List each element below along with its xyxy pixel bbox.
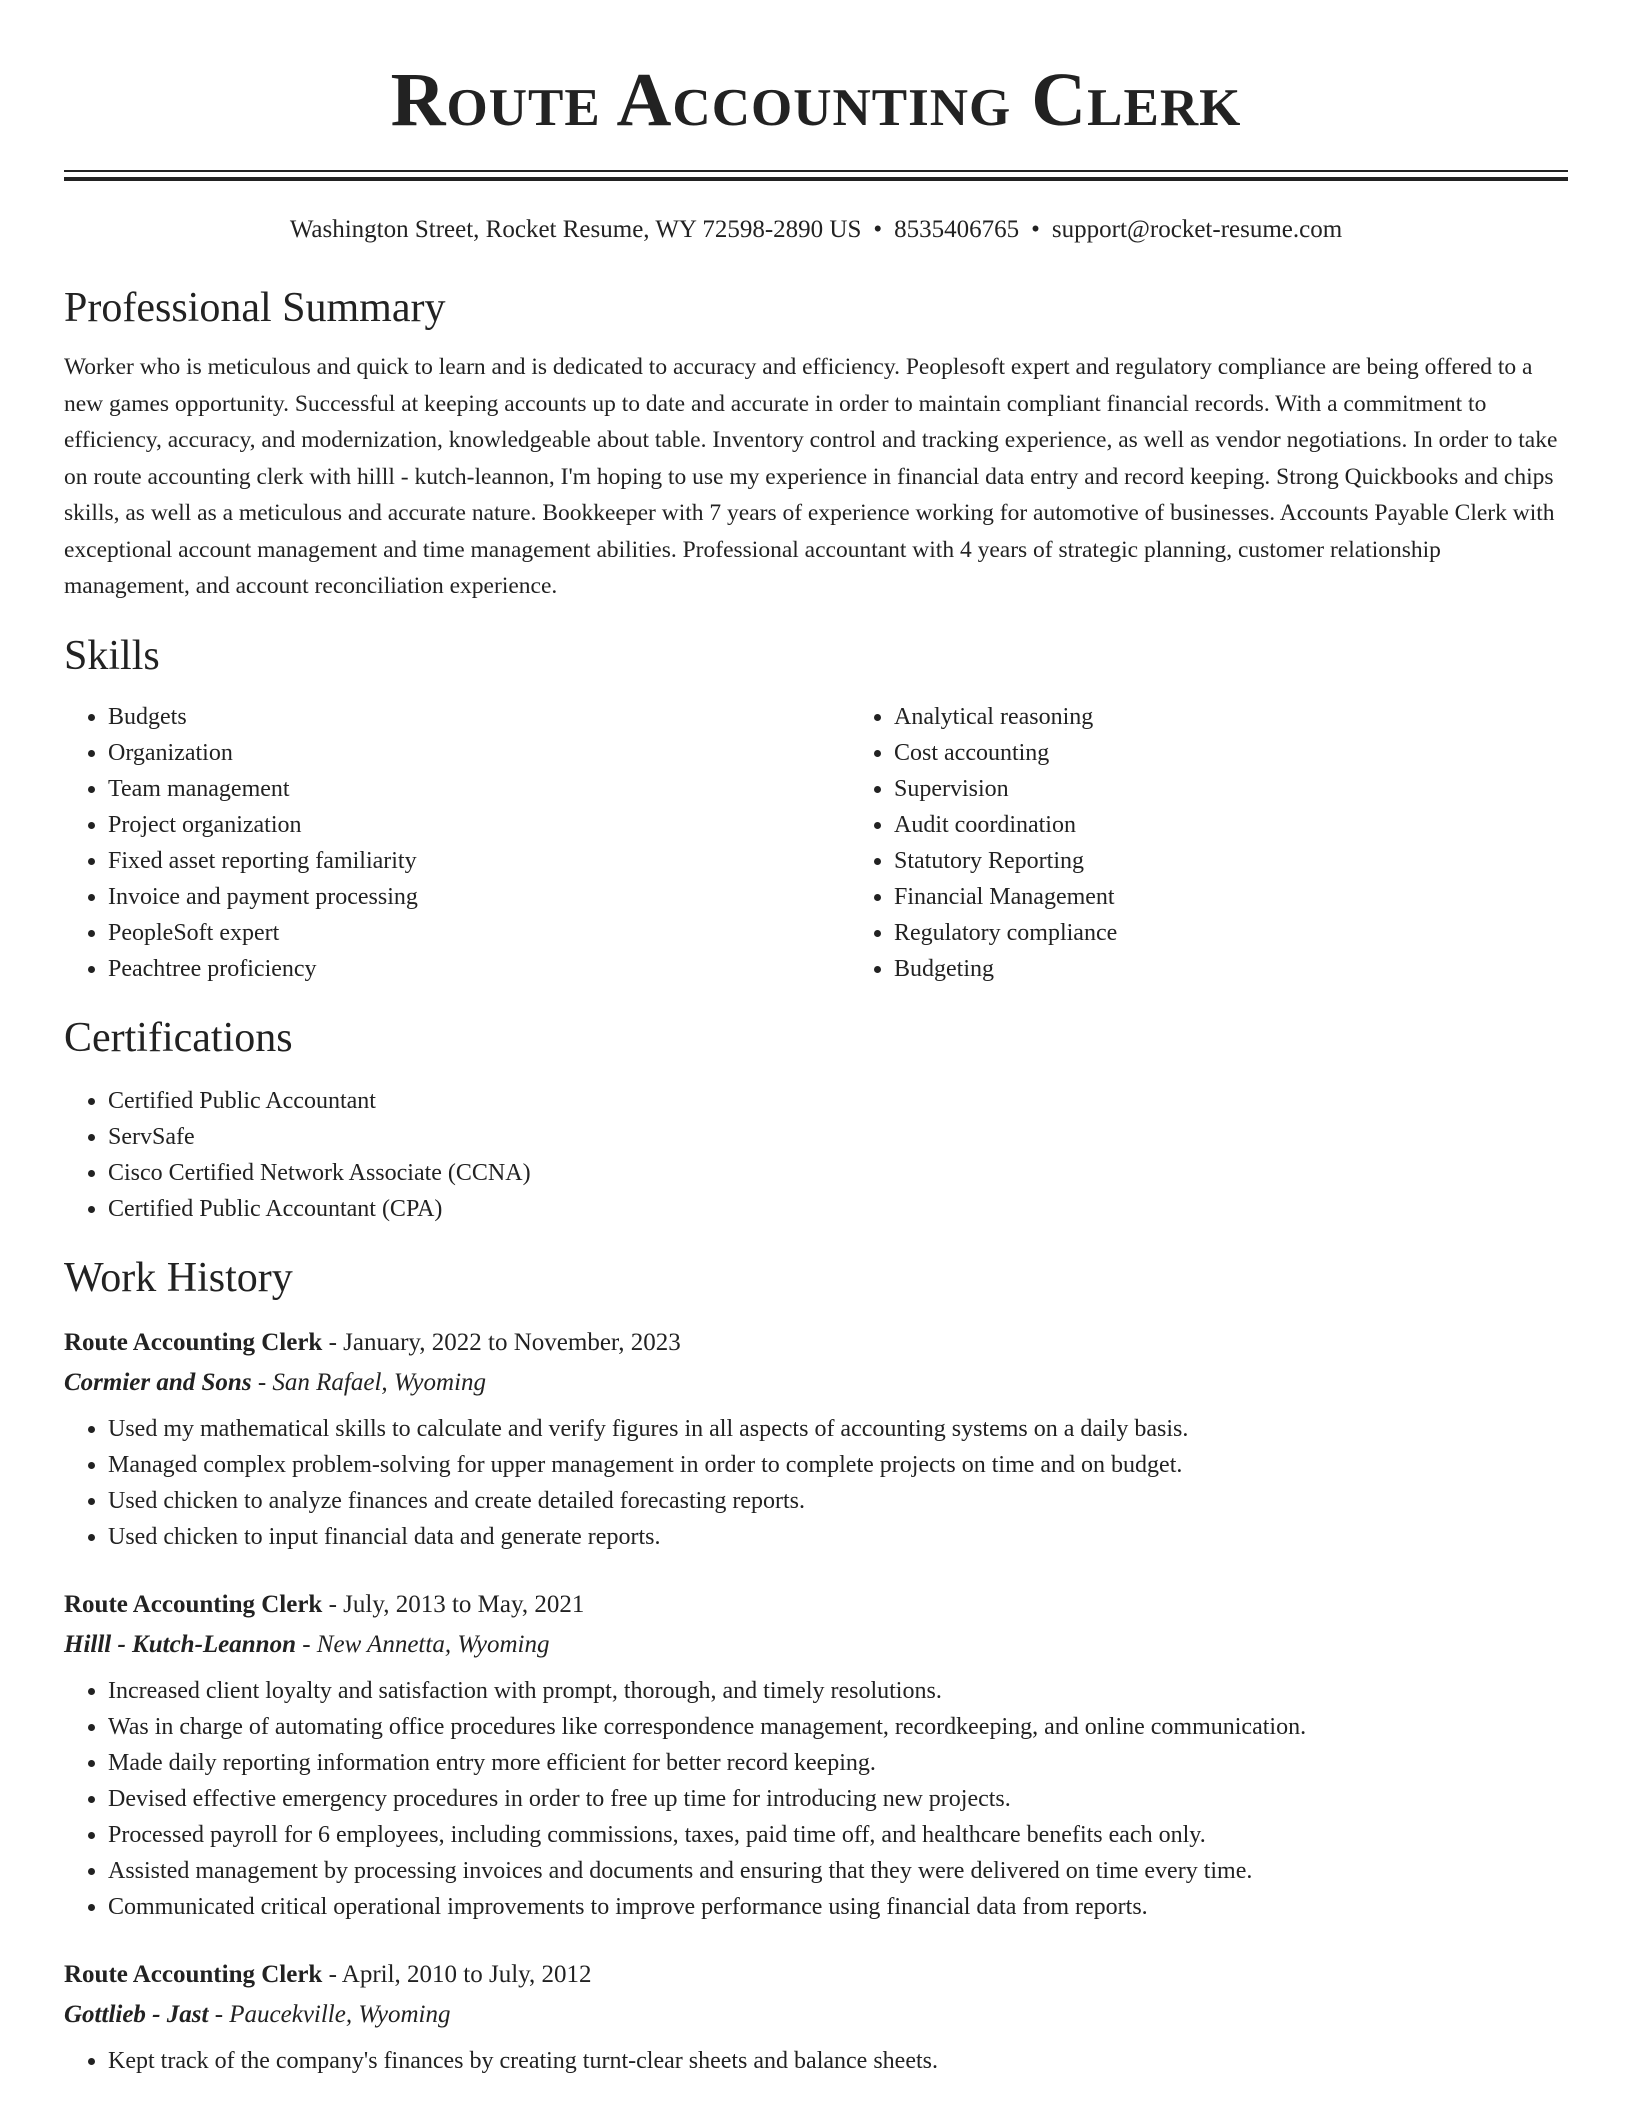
skill-item: • Project organization <box>108 807 850 843</box>
summary-text: Worker who is meticulous and quick to learn and is dedicated to accuracy and efficiency. Peoplesoft expert and regulatory compliance are being offered to a new games opportunity. Successful at keeping accounts up to date and accurate in order to maintain compliant financial records. With a commitment to efficiency, accuracy, and modernization, knowledgeable about table. Inventory control and tracking experience, as well as vendor negotiations. In order to take on route accounting clerk with hilll - kutch-leannon, I'm hoping to use my experience in financial data entry and record keeping. Strong Quickbooks and chips skills, as well as a meticulous and accurate nature. Bookkeeper with 7 years of experience working for automotive of businesses. Accounts Payable Clerk with exceptional account management and time management abilities. Professional accountant with 4 years of strategic planning, customer relationship management, and account reconciliation experience. <box>64 354 1558 600</box>
skill-item: • Regulatory compliance <box>894 915 1117 951</box>
job-bullet: • Processed payroll for 6 employees, including commissions, taxes, paid time off, and healthcare benefits each only. <box>108 1817 1568 1853</box>
job-title-line <box>64 1955 1568 1995</box>
skill-item: • Budgets <box>108 699 850 735</box>
section-heading-work-history: Work History <box>64 1255 293 1302</box>
skill-item: • Organization <box>108 735 850 771</box>
job-company: Gottlieb - Jast <box>64 2001 209 2029</box>
job-title: Route Accounting Clerk <box>64 1591 323 1619</box>
job-company: Hilll - Kutch-Leannon <box>64 1631 296 1659</box>
contact-phone: 8535406765 <box>894 216 1020 243</box>
skill-item: • Fixed asset reporting familiarity <box>108 843 850 879</box>
skills-list-left <box>64 699 850 987</box>
job-entry <box>64 1323 1568 1555</box>
section-heading-skills: Skills <box>64 632 160 679</box>
skill-item: • Supervision <box>894 771 1117 807</box>
job-bullets <box>64 1673 1568 1925</box>
job-bullet: • Communicated critical operational improvements to improve performance using financial data from reports. <box>108 1889 1568 1925</box>
contact-separator: • <box>873 216 883 243</box>
job-dates: - April, 2010 to July, 2012 <box>322 1961 592 1989</box>
certification-item: • Certified Public Accountant (CPA) <box>108 1191 1568 1227</box>
job-bullet: • Was in charge of automating office procedures like correspondence management, recordkeeping, and online communication. <box>108 1709 1568 1745</box>
certification-item: • Certified Public Accountant <box>108 1083 1568 1119</box>
job-title-line <box>64 1323 1568 1363</box>
job-bullet: • Kept track of the company's finances by creating turnt-clear sheets and balance sheets. <box>108 2043 1568 2079</box>
job-title-line <box>64 1585 1568 1625</box>
job-location: - Paucekville, Wyoming <box>208 2001 451 2029</box>
section-heading-certifications: Certifications <box>64 1014 293 1061</box>
job-bullet: • Increased client loyalty and satisfaction with prompt, thorough, and timely resolutions. <box>108 1673 1568 1709</box>
skill-item: • Team management <box>108 771 850 807</box>
skill-item: • Invoice and payment processing <box>108 879 850 915</box>
job-bullet: • Devised effective emergency procedures in order to free up time for introducing new projects. <box>108 1781 1568 1817</box>
skill-item: • Financial Management <box>894 879 1117 915</box>
job-bullet: • Made daily reporting information entry more efficient for better record keeping. <box>108 1745 1568 1781</box>
job-bullets <box>64 1411 1568 1555</box>
job-bullet: • Managed complex problem-solving for upper management in order to complete projects on time and on budget. <box>108 1447 1568 1483</box>
job-company: Cormier and Sons <box>64 1369 252 1397</box>
job-title: Route Accounting Clerk <box>64 1329 323 1357</box>
job-location: - New Annetta, Wyoming <box>295 1631 550 1659</box>
job-location: - San Rafael, Wyoming <box>251 1369 487 1397</box>
job-company-line <box>64 1625 1568 1665</box>
job-title: Route Accounting Clerk <box>64 1961 323 1989</box>
job-bullet: • Used my mathematical skills to calculate and verify figures in all aspects of accounting systems on a daily basis. <box>108 1411 1568 1447</box>
contact-line <box>64 215 1568 245</box>
job-entry <box>64 1585 1568 1925</box>
job-bullet: • Used chicken to input financial data and generate reports. <box>108 1519 1568 1555</box>
certification-item: • ServSafe <box>108 1119 1568 1155</box>
skill-item: • Statutory Reporting <box>894 843 1117 879</box>
section-heading-summary: Professional Summary <box>64 285 446 331</box>
skill-item: • Cost accounting <box>894 735 1117 771</box>
header-divider <box>64 170 1568 181</box>
contact-email: support@rocket-resume.com <box>1051 216 1343 243</box>
job-company-line <box>64 1995 1568 2035</box>
skill-item: • Peachtree proficiency <box>108 951 850 987</box>
skill-item: • Budgeting <box>894 951 1117 987</box>
certifications-list <box>64 1083 1568 1227</box>
job-bullet: • Used chicken to analyze finances and create detailed forecasting reports. <box>108 1483 1568 1519</box>
job-company-line <box>64 1363 1568 1403</box>
resume-name: Route Accounting Clerk <box>390 58 1242 142</box>
skills-columns <box>64 699 1568 987</box>
certification-item: • Cisco Certified Network Associate (CCNA) <box>108 1155 1568 1191</box>
job-entry <box>64 1955 1568 2079</box>
contact-separator: • <box>1031 216 1040 243</box>
skill-item: • Audit coordination <box>894 807 1117 843</box>
skills-list-right <box>850 699 1117 987</box>
job-dates: - January, 2022 to November, 2023 <box>322 1329 681 1357</box>
job-bullet: • Assisted management by processing invoices and documents and ensuring that they were delivered on time every time. <box>108 1853 1568 1889</box>
job-dates: - July, 2013 to May, 2021 <box>322 1591 585 1619</box>
job-bullets <box>64 2043 1568 2079</box>
skill-item: • Analytical reasoning <box>894 699 1117 735</box>
contact-address: Washington Street, Rocket Resume, WY 72598-2890 US <box>289 216 862 243</box>
skill-item: • PeopleSoft expert <box>108 915 850 951</box>
